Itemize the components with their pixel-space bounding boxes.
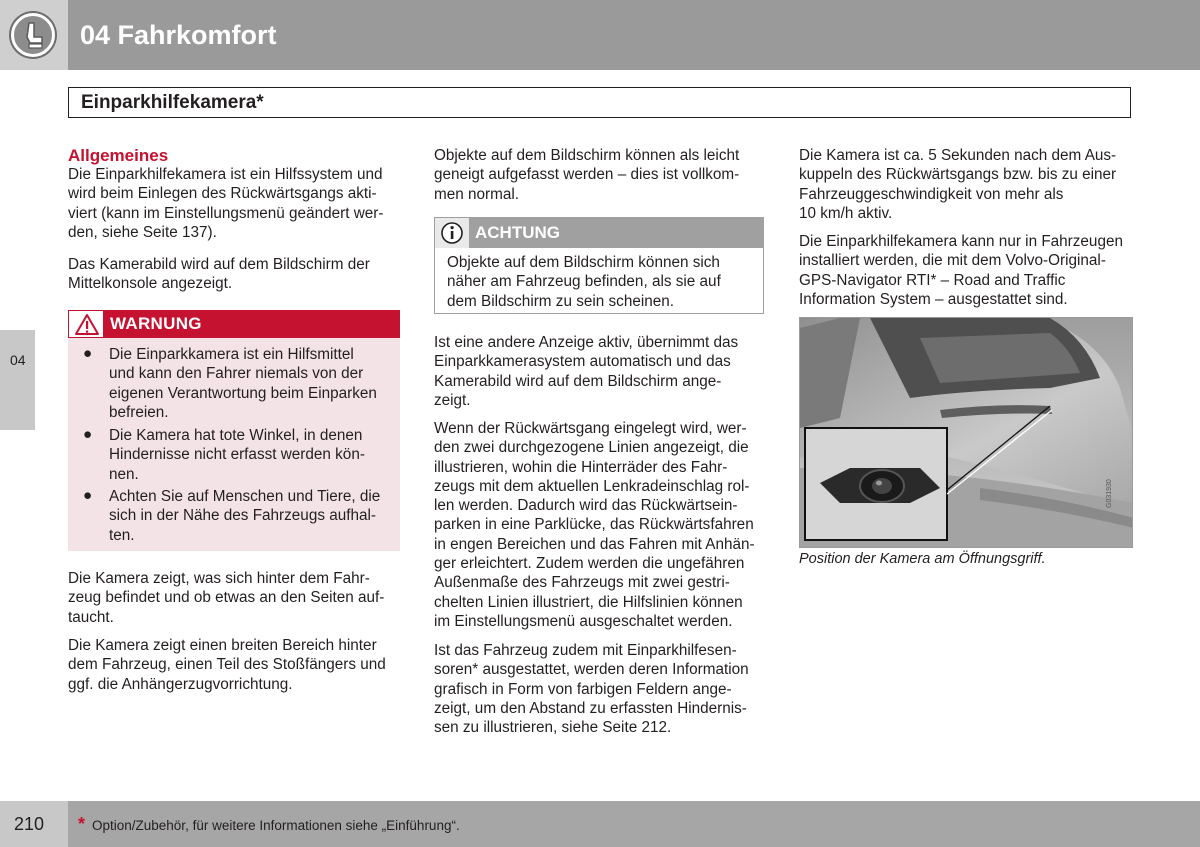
attention-box	[434, 217, 764, 314]
seat-icon	[11, 13, 55, 57]
col1-paragraph-2: Das Kamerabild wird auf dem Bildschirm der Mittelkonsole angezeigt.	[68, 256, 370, 293]
col2-paragraph-1: Objekte auf dem Bildschirm können als leicht geneigt aufgefasst werden – dies ist vollkom- men normal.	[434, 147, 740, 203]
col1-paragraph-4: Die Kamera zeigt einen breiten Bereich hinter dem Fahrzeug, einen Teil des Stoßfängers und ggf. die Anhängerzugvorrichtung.	[68, 637, 386, 693]
col1-paragraph-1: Die Einparkhilfekamera ist ein Hilfssystem und wird beim Einlegen des Rückwärtsgangs akti- viert (kann im Einstellungsmenü geändert wer- den, siehe Seite 137).	[68, 166, 384, 241]
col1-paragraph-3: Die Kamera zeigt, was sich hinter dem Fahr- zeug befindet und ob etwas an den Seiten auf- taucht.	[68, 570, 385, 626]
attention-title: ACHTUNG	[475, 223, 560, 242]
warning-header	[68, 310, 400, 338]
chapter-title: 04 Fahrkomfort	[80, 20, 277, 50]
col2-paragraph-2: Ist eine andere Anzeige aktiv, übernimmt das Einparkkamerasystem automatisch und das Kamerabild wird auf dem Bildschirm ange- zeigt.	[434, 334, 739, 409]
car-camera-photo	[799, 317, 1133, 548]
section-title: Einparkhilfekamera*	[81, 92, 264, 113]
warning-item-1: Die Einparkkamera ist ein Hilfsmittel und kann den Fahrer niemals von der eigenen Verantwortung beim Einparken befreien.	[109, 346, 377, 421]
warning-box	[68, 310, 400, 551]
bullet-marker: ●	[83, 426, 93, 443]
col2-paragraph-3: Wenn der Rückwärtsgang eingelegt wird, wer- den zwei durchgezogene Linien angezeigt, die illustrieren, wohin die Hinterräder des Fahr- zeugs mit dem aktuellen Lenkradeinschlag rol- len werden. Dadurch wird das Rückwärtsein- parken in eine Parklücke, das Rückwärtsfahren in engen Bereichen und das Fahren mit Anhän- ger erleichtert. Zudem werden die ungefähren Außenmaße des Fahrzeugs mit zwei gestri- chelten Linien illustriert, die Hilfslinien können im Einstellungsmenü ausgeschaltet werden.	[434, 420, 755, 630]
col3-paragraph-2: Die Einparkhilfekamera kann nur in Fahrzeugen installiert werden, die mit dem Volvo-Original- GPS-Navigator RTI* – Road and Traffic Information System – ausgestattet sind.	[799, 233, 1123, 308]
attention-header	[435, 218, 763, 248]
col3-paragraph-1: Die Kamera ist ca. 5 Sekunden nach dem Aus- kuppeln des Rückwärtsgangs bzw. bis zu einer Fahrzeuggeschwindigkeit von mehr als 10 km/h aktiv.	[799, 147, 1117, 222]
header-tab	[0, 0, 68, 70]
warning-title: WARNUNG	[110, 314, 202, 333]
warning-item-3: Achten Sie auf Menschen und Tiere, die sich in der Nähe des Fahrzeugs aufhal- ten.	[109, 488, 381, 544]
page-number: 210	[14, 814, 45, 834]
warning-item-2: Die Kamera hat tote Winkel, in denen Hindernisse nicht erfasst werden kön- nen.	[109, 427, 365, 483]
info-icon	[435, 218, 469, 248]
chapter-side-tab	[0, 330, 35, 430]
footnote-star: *	[78, 814, 86, 834]
allgemeines-heading: Allgemeines	[68, 146, 169, 165]
image-caption: Position der Kamera am Öffnungsgriff.	[799, 551, 1046, 567]
footnote-text: Option/Zubehör, für weitere Informationen siehe „Einführung“.	[92, 818, 460, 833]
bullet-marker: ●	[83, 345, 93, 362]
attention-text: Objekte auf dem Bildschirm können sich näher am Fahrzeug befinden, als sie auf dem Bildschirm zu sein scheinen.	[447, 254, 721, 310]
col2-paragraph-4: Ist das Fahrzeug zudem mit Einparkhilfesen- soren* ausgestattet, werden deren Information grafisch in Form von farbigen Feldern ange- zeigt, um den Abstand zu erfassten Hindernis- sen zu illustrieren, siehe Seite 212.	[434, 642, 749, 737]
chapter-number: 04	[10, 352, 26, 368]
section-title-box	[68, 87, 1131, 118]
warning-triangle-icon	[68, 310, 104, 338]
bullet-marker: ●	[83, 487, 93, 504]
image-code: G031930	[1106, 479, 1113, 508]
